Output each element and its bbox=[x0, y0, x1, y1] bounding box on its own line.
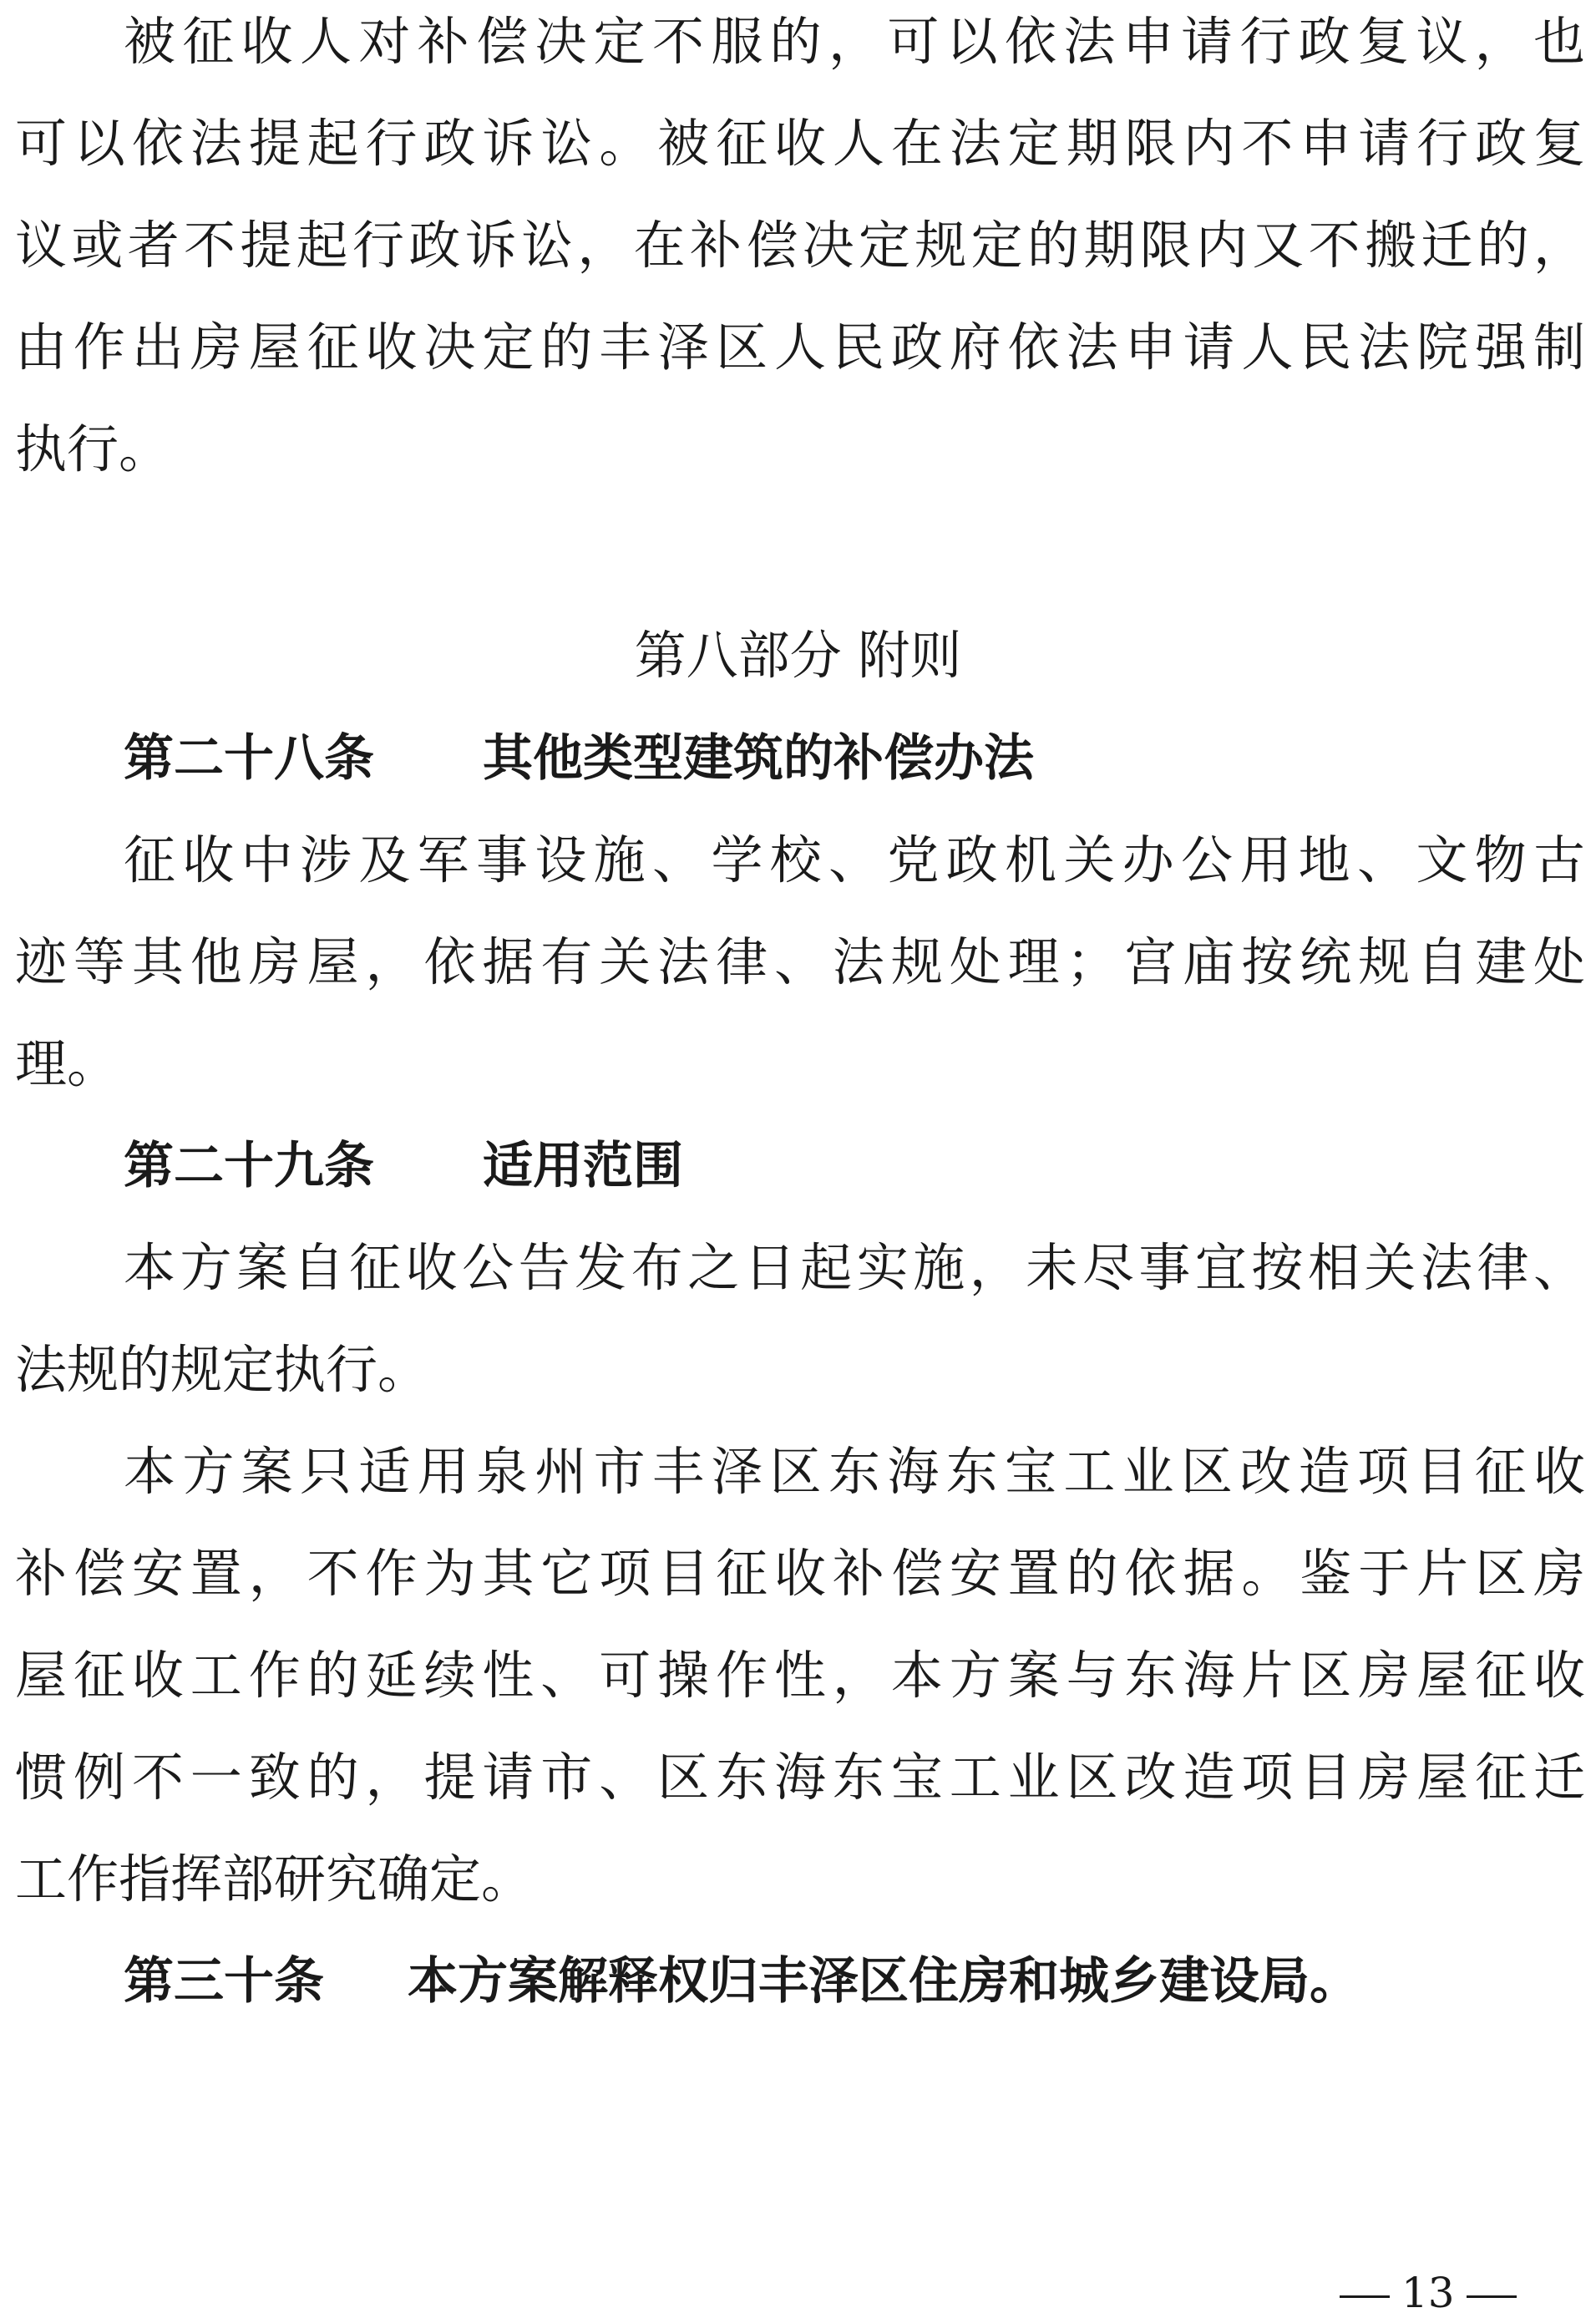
page-number: 13 bbox=[1401, 2269, 1455, 2317]
paragraph-line: 惯例不一致的，提请市、区东海东宝工业区改造项目房屋征迁 bbox=[15, 1747, 1585, 1808]
article-number: 第三十条 bbox=[124, 1952, 324, 2011]
article-number: 第二十九条 bbox=[124, 1137, 374, 1195]
article-heading bbox=[124, 717, 1585, 800]
article-title: 本方案解释权归丰泽区住房和城乡建设局。 bbox=[408, 1952, 1360, 2011]
article-heading bbox=[124, 1124, 1585, 1208]
page-footer bbox=[1328, 2268, 1528, 2318]
paragraph-line: 补偿安置，不作为其它项目征收补偿安置的依据。鉴于片区房 bbox=[15, 1543, 1585, 1604]
paragraph-line: 由作出房屋征收决定的丰泽区人民政府依法申请人民法院强制 bbox=[15, 317, 1585, 378]
section-title: 第八部分 附则 bbox=[634, 625, 962, 686]
paragraph-line: 本方案自征收公告发布之日起实施，未尽事宜按相关法律、 bbox=[124, 1237, 1585, 1298]
article-title: 其他类型建筑的补偿办法 bbox=[483, 729, 1034, 788]
paragraph-line: 法规的规定执行。 bbox=[15, 1339, 430, 1400]
paragraph-line: 本方案只适用泉州市丰泽区东海东宝工业区改造项目征收 bbox=[124, 1441, 1585, 1502]
article-title: 适用范围 bbox=[483, 1137, 683, 1195]
paragraph-line: 执行。 bbox=[15, 418, 171, 479]
paragraph-line: 工作指挥部研究确定。 bbox=[15, 1849, 534, 1910]
paragraph-line: 理。 bbox=[15, 1033, 119, 1094]
paragraph-line: 征收中涉及军事设施、学校、党政机关办公用地、文物古 bbox=[124, 829, 1585, 890]
article-heading bbox=[124, 1940, 1585, 2023]
paragraph-line: 迹等其他房屋，依据有关法律、法规处理；宫庙按统规自建处 bbox=[15, 931, 1585, 992]
footer-dash-left bbox=[1340, 2295, 1390, 2298]
footer-dash-right bbox=[1467, 2295, 1517, 2298]
paragraph-line: 可以依法提起行政诉讼。被征收人在法定期限内不申请行政复 bbox=[15, 113, 1585, 174]
paragraph-line: 被征收人对补偿决定不服的，可以依法申请行政复议，也 bbox=[124, 11, 1585, 72]
paragraph-line: 议或者不提起行政诉讼，在补偿决定规定的期限内又不搬迁的， bbox=[15, 215, 1585, 276]
article-number: 第二十八条 bbox=[124, 729, 374, 788]
paragraph-line: 屋征收工作的延续性、可操作性，本方案与东海片区房屋征收 bbox=[15, 1645, 1585, 1706]
